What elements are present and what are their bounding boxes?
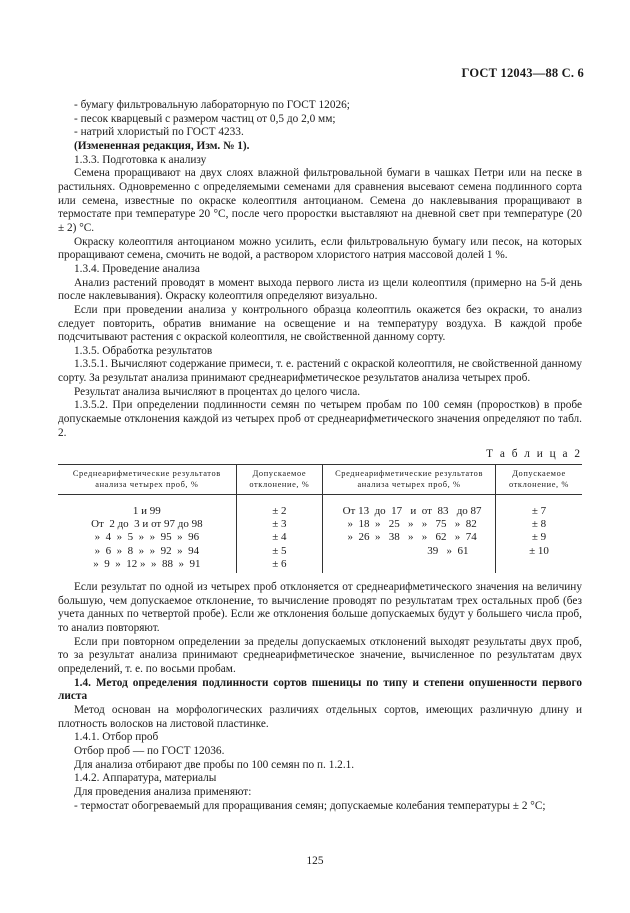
table-header-row	[58, 465, 582, 495]
list-item: - термостат обогреваемый для проращивания семян; допускаемые колебания температуры ± 2 °С;	[74, 799, 546, 812]
table-cell: ± 2 ± 3 ± 4 ± 5 ± 6	[236, 495, 322, 574]
list-item: - натрий хлористый по ГОСТ 4233.	[74, 126, 244, 139]
table-cell: ± 7 ± 8 ± 9 ± 10	[496, 495, 582, 574]
section-heading: 1.4.1. Отбор проб	[74, 731, 159, 744]
table-caption: Т а б л и ц а 2	[486, 448, 582, 461]
section-heading: 1.3.5. Обработка результатов	[74, 344, 213, 357]
section-heading: 1.4. Метод определения подлинности сортов пшеницы по типу и степени опушенности первого листа	[58, 676, 582, 703]
table-header-cell: Среднеарифметические результатов анализа четырех проб, %	[323, 465, 496, 495]
amendment-note: (Измененная редакция, Изм. № 1).	[74, 139, 250, 152]
table-2	[58, 464, 582, 573]
paragraph: Если при повторном определении за пределы допускаемых отклонений выходят результаты двух проб, то за результат анализа принимают среднеарифметическое значение, вычисленное по результатам двух определений, т. е. по восьми пробам.	[58, 635, 582, 676]
section-heading: 1.3.3. Подготовка к анализу	[74, 153, 207, 166]
list-item: - бумагу фильтровальную лабораторную по ГОСТ 12026;	[74, 99, 350, 111]
paragraph: Для проведения анализа применяют:	[74, 785, 252, 798]
table-cell: 1 и 99 От 2 до 3 и от 97 до 98 » 4 » 5 » » 95 » 96 » 6 » 8 » » 92 » 94 » 9 » 12 » » 88 » 91	[91, 505, 203, 570]
table-cell: От 13 до 17 и от 83 до 87 » 18 » 25 » » 75 » 82 » 26 » 38 » » 62 » 74 39 » 61	[323, 495, 496, 574]
paragraph: Результат анализа вычисляют в процентах до целого числа.	[74, 385, 361, 398]
paragraph: Если при проведении анализа у контрольного образца колеоптиль окажется без окраски, то анализ следует повторить, обратив внимание на освещение и на температуру воздуха. В каждой пробе подсчитывают растения с окраской колеоптиля, не свойственной данному сорту.	[58, 303, 582, 344]
paragraph: Семена проращивают на двух слоях влажной фильтровальной бумаги в чашках Петри или на песке в растильнях. Одновременно с определяемыми семенами для сравнения высевают семена подлинного сорта или семена, известные по окраске колеоптиля антоцианом. Семена до наклевывания проращивают в термостате при температуре 20 °С, после чего проростки выставляют на дневной свет при температуре (20 ± 2) °С.	[58, 167, 582, 234]
paragraph: Окраску колеоптиля антоцианом можно усилить, если фильтровальную бумагу или песок, на которых проращивают семена, смочить не водой, а раствором хлористого натрия массовой долей 1 %.	[58, 235, 582, 262]
paragraph: Отбор проб — по ГОСТ 12036.	[74, 744, 225, 757]
paragraph: Для анализа отбирают две пробы по 100 семян по п. 1.2.1.	[74, 758, 355, 771]
paragraph: 1.3.5.1. Вычисляют содержание примеси, т. е. растений с окраской колеоптиля, не свойственной данному сорту. За результат анализа принимают среднеарифметическое результатов анализа четырех проб.	[58, 358, 582, 385]
table-header-cell: Допускаемое отклонение, %	[236, 465, 322, 495]
paragraph: Анализ растений проводят в момент выхода первого листа из щели колеоптиля (примерно на 5-й день после наклевывания). Окраску колеоптиля определяют визуально.	[58, 276, 582, 303]
table-row	[58, 495, 582, 574]
document-body	[58, 99, 582, 813]
page-header: ГОСТ 12043—88 С. 6	[461, 66, 584, 80]
section-heading: 1.4.2. Аппаратура, материалы	[74, 772, 217, 785]
paragraph: Если результат по одной из четырех проб отклоняется от среднеарифметического значения на величину большую, чем допускаемое отклонение, то вычисление проводят по результатам трех остальных проб (без учета данных по четвертой пробе). Если же отклонения больше допускаемых будут у большего числа проб, то анализ повторяют.	[58, 581, 582, 635]
section-heading: 1.3.4. Проведение анализа	[74, 262, 200, 275]
paragraph: 1.3.5.2. При определении подлинности семян по четырем пробам по 100 семян (проростков) в пробе допускаемые отклонения каждой из четырех проб от среднеарифметического значения определяют по табл. 2.	[58, 399, 582, 439]
list-item: - песок кварцевый с размером частиц от 0,5 до 2,0 мм;	[74, 112, 336, 125]
paragraph: Метод основан на морфологических различиях отдельных сортов, имеющих различную длину и плотность волосков на листовой пластинке.	[58, 703, 582, 730]
page-number: 125	[306, 855, 324, 867]
table-header-cell: Допускаемое отклонение, %	[496, 465, 582, 495]
table-header-cell: Среднеарифметические результатов анализа четырех проб, %	[58, 465, 236, 495]
